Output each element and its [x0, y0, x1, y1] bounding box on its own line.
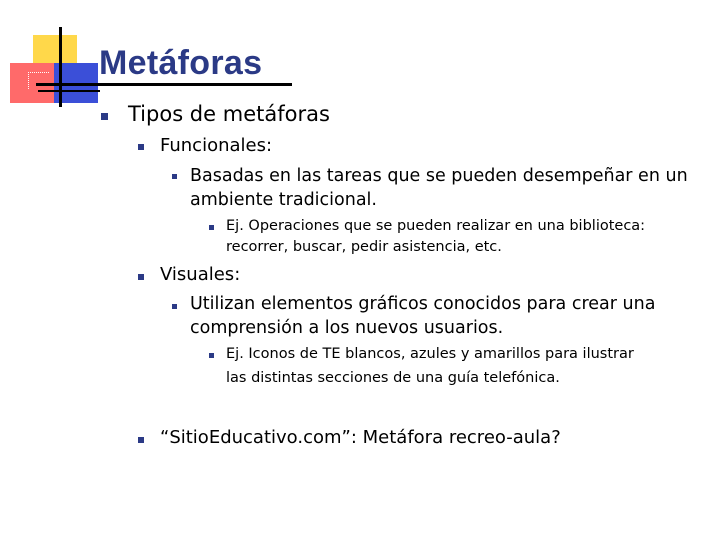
visuales-detail-line2: comprensión a los nuevos usuarios. [190, 318, 504, 338]
funcionales-example-line2: recorrer, buscar, pedir asistencia, etc. [226, 239, 502, 255]
title-underline [36, 83, 292, 86]
square-bullet-icon [138, 437, 144, 443]
square-bullet-icon [101, 113, 108, 120]
square-bullet-icon [172, 174, 177, 179]
logo-horizontal-line [38, 90, 100, 92]
funcionales-detail-line1: Basadas en las tareas que se pueden desempeñar en un [190, 166, 688, 186]
bullet-sitioeducativo: “SitioEducativo.com”: Metáfora recreo-aula? [160, 427, 561, 448]
logo-dotted-lines [28, 72, 49, 89]
slide-title: Metáforas [99, 44, 263, 82]
bullet-tipos-de-metaforas: Tipos de metáforas [128, 102, 330, 126]
bullet-funcionales: Funcionales: [160, 135, 273, 156]
funcionales-detail-line2: ambiente tradicional. [190, 190, 377, 210]
visuales-example-line2: las distintas secciones de una guía telefónica. [226, 370, 560, 386]
square-bullet-icon [138, 144, 144, 150]
visuales-detail-line1: Utilizan elementos gráficos conocidos para crear una [190, 294, 656, 314]
bullet-visuales: Visuales: [160, 264, 241, 285]
square-bullet-icon [138, 274, 144, 280]
logo-vertical-line [59, 27, 62, 107]
decorative-logo [0, 0, 100, 110]
visuales-example-line1: Ej. Iconos de TE blancos, azules y amarillos para ilustrar [226, 346, 634, 362]
square-bullet-icon [209, 225, 214, 230]
square-bullet-icon [172, 304, 177, 309]
square-bullet-icon [209, 353, 214, 358]
funcionales-example-line1: Ej. Operaciones que se pueden realizar en una biblioteca: [226, 218, 646, 234]
